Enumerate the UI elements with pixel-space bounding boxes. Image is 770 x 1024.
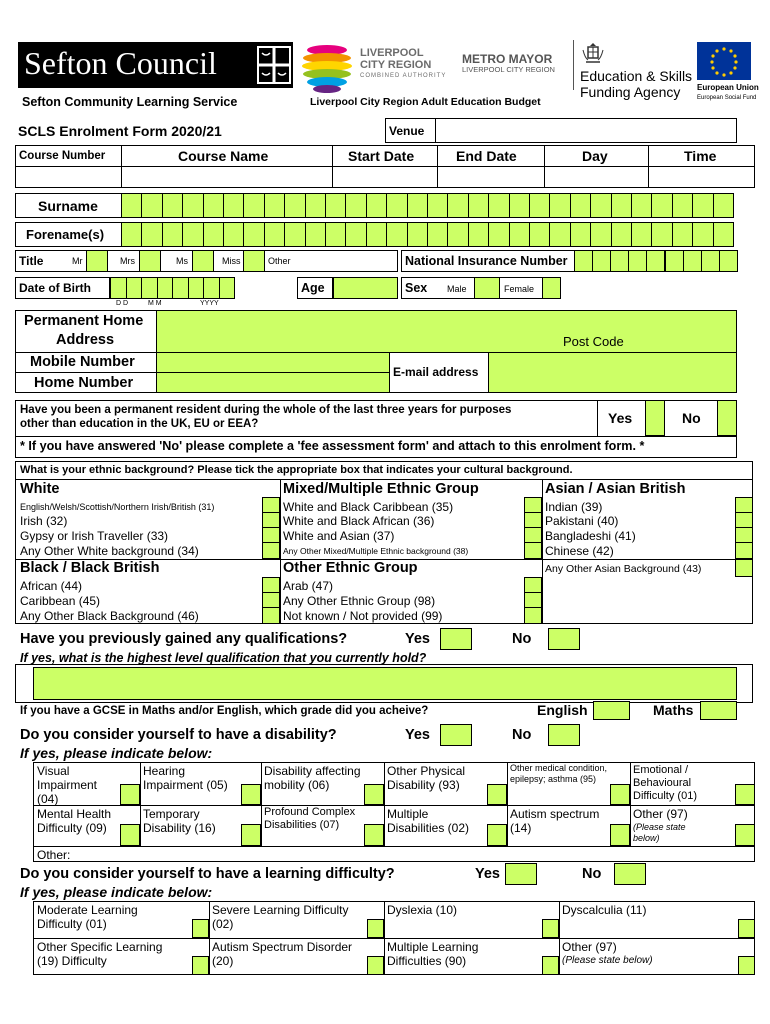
dis-mobility-checkbox[interactable]: [364, 784, 384, 805]
asian-item: Any Other Asian Background (43): [545, 563, 702, 575]
learning-no-checkbox[interactable]: [614, 863, 646, 885]
time-header: Time: [684, 148, 717, 164]
dis-please-state: (Please state below): [633, 822, 686, 843]
mixed-item: White and Black Caribbean (35): [283, 500, 454, 514]
dis-other-checkbox[interactable]: [735, 824, 755, 846]
white-checkbox[interactable]: [262, 497, 280, 513]
asian-checkbox[interactable]: [735, 559, 753, 577]
lcr-name-2: CITY REGION: [360, 59, 432, 71]
title-mr: Mr: [72, 256, 83, 266]
home-field[interactable]: [156, 372, 390, 393]
residency-yes-checkbox[interactable]: [645, 400, 665, 436]
home-label: Home Number: [34, 375, 134, 391]
mixed-checkbox[interactable]: [524, 527, 542, 543]
black-heading: Black / Black British: [20, 560, 160, 576]
dis-multiple-checkbox[interactable]: [487, 824, 507, 846]
forename-char-box[interactable]: [182, 222, 203, 247]
white-heading: White: [20, 481, 60, 497]
asian-item: Chinese (42): [545, 544, 614, 558]
dob-char-box[interactable]: [157, 277, 174, 299]
venue-label: Venue: [389, 124, 425, 138]
residency-question-1: Have you been a permanent resident during the whole of the last three years for purposes: [20, 404, 512, 416]
day-field[interactable]: [545, 167, 648, 187]
dob-char-box[interactable]: [203, 277, 220, 299]
maths-label: Maths: [653, 702, 694, 718]
email-field[interactable]: [488, 352, 737, 393]
start-date-field[interactable]: [333, 167, 437, 187]
ni-char-box[interactable]: [574, 250, 593, 272]
title-other: Other: [268, 256, 291, 266]
forename-char-box[interactable]: [284, 222, 305, 247]
ld-please-state: (Please state below): [562, 955, 653, 966]
forename-char-box[interactable]: [672, 222, 693, 247]
dis-temporary: Temporary Disability (16): [143, 807, 216, 835]
surname-char-box[interactable]: [611, 193, 632, 218]
ld-multiple-checkbox[interactable]: [542, 956, 559, 975]
ni-label: National Insurance Number: [405, 254, 568, 268]
surname-char-box[interactable]: [366, 193, 387, 218]
quals-question: Have you previously gained any qualifications?: [20, 631, 348, 647]
course-number-header: Course Number: [19, 150, 106, 162]
age-field[interactable]: [333, 277, 398, 299]
form-title: SCLS Enrolment Form 2020/21: [18, 123, 222, 139]
lcr-name-1: LIVERPOOL: [360, 47, 424, 59]
quals-followup: If yes, what is the highest level qualification that you currently hold?: [20, 651, 427, 665]
white-checkbox[interactable]: [262, 542, 280, 559]
eu-name: European Union: [697, 83, 759, 92]
asian-item: Indian (39): [545, 500, 603, 514]
dis-emotional-checkbox[interactable]: [735, 784, 755, 805]
dis-medical: Other medical condition, epilepsy; asthma (95): [510, 763, 608, 784]
disability-yes-label: Yes: [405, 727, 430, 743]
forenames-label: Forename(s): [26, 227, 105, 242]
forename-char-box[interactable]: [611, 222, 632, 247]
asian-checkbox[interactable]: [735, 542, 753, 559]
forename-char-box[interactable]: [407, 222, 428, 247]
ni-char-box[interactable]: [719, 250, 738, 272]
sex-female: Female: [504, 284, 535, 294]
ethnicity-question: What is your ethnic background? Please tick the appropriate box that indicates your cultural background.: [20, 464, 573, 476]
white-checkbox[interactable]: [262, 527, 280, 543]
quals-no-checkbox[interactable]: [548, 628, 580, 650]
residency-yes-label: Yes: [608, 410, 633, 426]
address-label-2: Address: [56, 332, 115, 348]
dis-visual-checkbox[interactable]: [120, 784, 140, 805]
forename-char-box[interactable]: [651, 222, 672, 247]
forename-char-box[interactable]: [509, 222, 530, 247]
dis-hearing-checkbox[interactable]: [241, 784, 261, 805]
disability-no-label: No: [512, 727, 532, 743]
disability-yes-checkbox[interactable]: [440, 724, 472, 746]
dob-char-box[interactable]: [141, 277, 158, 299]
surname-char-box[interactable]: [345, 193, 366, 218]
course-number-field[interactable]: [16, 167, 121, 187]
surname-char-box[interactable]: [243, 193, 264, 218]
other-heading: Other Ethnic Group: [283, 560, 418, 576]
start-date-header: Start Date: [348, 148, 415, 164]
surname-char-box[interactable]: [570, 193, 591, 218]
metro-mayor-title: METRO MAYOR: [462, 52, 553, 66]
ld-specific: Other Specific Learning (19) Difficulty: [37, 940, 163, 968]
learning-indicate: If yes, please indicate below:: [20, 884, 213, 900]
surname-char-box[interactable]: [203, 193, 224, 218]
quals-yes-checkbox[interactable]: [440, 628, 472, 650]
learning-no-label: No: [582, 866, 602, 882]
residency-no-label: No: [682, 410, 701, 426]
ld-other-checkbox[interactable]: [738, 956, 755, 975]
sex-female-checkbox[interactable]: [542, 277, 561, 299]
asian-item: Pakistani (40): [545, 514, 619, 528]
day-header: Day: [582, 148, 608, 164]
ld-autism-checkbox[interactable]: [367, 956, 384, 975]
dob-mm: M M: [148, 300, 162, 307]
end-date-field[interactable]: [438, 167, 544, 187]
black-item: Any Other Black Background (46): [20, 609, 199, 623]
asian-item: Bangladeshi (41): [545, 529, 636, 543]
surname-char-box[interactable]: [427, 193, 448, 218]
surname-char-box[interactable]: [713, 193, 734, 218]
forename-char-box[interactable]: [121, 222, 142, 247]
course-name-header: Course Name: [178, 148, 269, 164]
dob-yyyy: YYYY: [200, 300, 219, 307]
mixed-heading: Mixed/Multiple Ethnic Group: [283, 481, 479, 497]
dis-temporary-checkbox[interactable]: [241, 824, 261, 846]
sefton-council-name: Sefton Council: [24, 45, 217, 81]
ni-char-box[interactable]: [646, 250, 665, 272]
eu-flag-icon: [697, 42, 751, 80]
other-item: Arab (47): [283, 579, 334, 593]
dis-physical-checkbox[interactable]: [487, 784, 507, 805]
forename-char-box[interactable]: [223, 222, 244, 247]
surname-char-box[interactable]: [121, 193, 142, 218]
esf-name: European Social Fund: [697, 95, 757, 101]
surname-char-box[interactable]: [590, 193, 611, 218]
surname-char-box[interactable]: [468, 193, 489, 218]
learning-yes-label: Yes: [475, 866, 500, 882]
white-checkbox[interactable]: [262, 512, 280, 528]
dis-profound: Profound Complex Disabilities (07): [264, 806, 356, 831]
dis-mental-checkbox[interactable]: [120, 824, 140, 846]
venue-field[interactable]: [435, 118, 737, 143]
forename-char-box[interactable]: [325, 222, 346, 247]
surname-char-box[interactable]: [549, 193, 570, 218]
asian-checkbox[interactable]: [735, 527, 753, 543]
ld-multiple: Multiple Learning Difficulties (90): [387, 940, 479, 968]
royal-arms-icon: [580, 40, 606, 66]
ni-char-box[interactable]: [628, 250, 647, 272]
residency-question-2: other than education in the UK, EU or EEA?: [20, 418, 259, 430]
forename-char-box[interactable]: [162, 222, 183, 247]
dis-mobility: Disability affecting mobility (06): [264, 764, 361, 792]
lcr-name-3: COMBINED AUTHORITY: [360, 73, 447, 79]
ld-specific-checkbox[interactable]: [192, 956, 209, 975]
white-item: Gypsy or Irish Traveller (33): [20, 529, 169, 543]
dis-hearing: Hearing Impairment (05): [143, 764, 228, 792]
surname-char-box[interactable]: [141, 193, 162, 218]
title-other-field[interactable]: [298, 251, 397, 271]
mobile-label: Mobile Number: [30, 354, 135, 370]
dob-char-box[interactable]: [126, 277, 143, 299]
other-item: Any Other Ethnic Group (98): [283, 594, 436, 608]
ld-severe-checkbox[interactable]: [367, 919, 384, 938]
surname-char-box[interactable]: [692, 193, 713, 218]
asian-checkbox[interactable]: [735, 497, 753, 513]
ld-dyscalculia: Dyscalculia (11): [562, 903, 647, 917]
quals-yes-label: Yes: [405, 631, 430, 647]
forename-char-box[interactable]: [529, 222, 550, 247]
title-miss-checkbox[interactable]: [243, 250, 265, 272]
ld-severe: Severe Learning Difficulty (02): [212, 903, 349, 931]
quals-no-label: No: [512, 631, 532, 647]
surname-char-box[interactable]: [509, 193, 530, 218]
ni-char-box[interactable]: [665, 250, 684, 272]
white-item: Any Other White background (34): [20, 544, 199, 558]
surname-char-box[interactable]: [672, 193, 693, 218]
asian-heading: Asian / Asian British: [545, 481, 686, 497]
dob-dd: D D: [116, 300, 129, 307]
black-item: African (44): [20, 579, 83, 593]
surname-char-box[interactable]: [488, 193, 509, 218]
forename-char-box[interactable]: [570, 222, 591, 247]
ni-char-box[interactable]: [683, 250, 702, 272]
time-field[interactable]: [649, 167, 754, 187]
dis-autism-checkbox[interactable]: [610, 824, 630, 846]
forename-char-box[interactable]: [488, 222, 509, 247]
dob-char-box[interactable]: [188, 277, 205, 299]
white-item: English/Welsh/Scottish/Northern Irish/British (31): [20, 502, 215, 512]
forename-char-box[interactable]: [631, 222, 652, 247]
residency-no-checkbox[interactable]: [717, 400, 737, 436]
dis-other-label: Other:: [37, 848, 71, 862]
other-checkbox[interactable]: [524, 592, 542, 608]
forename-char-box[interactable]: [468, 222, 489, 247]
service-name: Sefton Community Learning Service: [22, 95, 238, 109]
forename-char-box[interactable]: [549, 222, 570, 247]
black-checkbox[interactable]: [262, 592, 280, 608]
mixed-checkbox[interactable]: [524, 512, 542, 528]
title-mrs-checkbox[interactable]: [139, 250, 161, 272]
ld-moderate: Moderate Learning Difficulty (01): [37, 903, 138, 931]
mixed-item: Any Other Mixed/Multiple Ethnic background (38): [283, 546, 469, 556]
black-checkbox[interactable]: [262, 607, 280, 624]
surname-char-box[interactable]: [284, 193, 305, 218]
dob-label: Date of Birth: [19, 281, 91, 295]
sex-label: Sex: [405, 281, 428, 295]
surname-char-box[interactable]: [223, 193, 244, 218]
dis-other-field[interactable]: [80, 847, 754, 861]
disability-no-checkbox[interactable]: [548, 724, 580, 746]
gcse-question: If you have a GCSE in Maths and/or English, which grade did you acheive?: [20, 705, 429, 717]
ni-char-box[interactable]: [610, 250, 629, 272]
sex-male: Male: [447, 284, 467, 294]
dis-emotional: Emotional / Behavioural Difficulty (01): [633, 764, 697, 802]
forename-char-box[interactable]: [590, 222, 611, 247]
forename-char-box[interactable]: [243, 222, 264, 247]
dob-char-box[interactable]: [219, 277, 236, 299]
mixed-checkbox[interactable]: [524, 497, 542, 513]
surname-char-box[interactable]: [386, 193, 407, 218]
surname-char-box[interactable]: [325, 193, 346, 218]
esfa-name-1: Education & Skills: [580, 68, 693, 84]
forename-char-box[interactable]: [713, 222, 734, 247]
postcode-label: Post Code: [563, 334, 624, 349]
other-checkbox[interactable]: [524, 607, 542, 624]
ld-dyslexia: Dyslexia (10): [387, 903, 458, 917]
mixed-checkbox[interactable]: [524, 542, 542, 559]
forename-char-box[interactable]: [447, 222, 468, 247]
dis-medical-checkbox[interactable]: [610, 784, 630, 805]
disability-indicate: If yes, please indicate below:: [20, 745, 213, 761]
ld-dyscalculia-checkbox[interactable]: [738, 919, 755, 938]
learning-yes-checkbox[interactable]: [505, 863, 537, 885]
forename-char-box[interactable]: [264, 222, 285, 247]
address-field[interactable]: [156, 310, 737, 353]
title-mrs: Mrs: [120, 256, 135, 266]
mixed-item: White and Black African (36): [283, 514, 435, 528]
surname-char-box[interactable]: [631, 193, 652, 218]
dob-char-box[interactable]: [110, 277, 127, 299]
ld-autism: Autism Spectrum Disorder (20): [212, 940, 353, 968]
dis-autism: Autism spectrum (14): [510, 807, 600, 835]
mixed-item: White and Asian (37): [283, 529, 395, 543]
metro-mayor-sub: LIVERPOOL CITY REGION: [462, 65, 555, 74]
mobile-field[interactable]: [156, 352, 390, 373]
forename-char-box[interactable]: [386, 222, 407, 247]
surname-char-box[interactable]: [305, 193, 326, 218]
forename-char-box[interactable]: [345, 222, 366, 247]
white-item: Irish (32): [20, 514, 68, 528]
forename-char-box[interactable]: [141, 222, 162, 247]
dis-physical: Other Physical Disability (93): [387, 764, 466, 792]
title-ms: Ms: [176, 256, 188, 266]
sefton-crest-icon: [256, 45, 292, 85]
end-date-header: End Date: [456, 148, 517, 164]
surname-char-box[interactable]: [182, 193, 203, 218]
esfa-name-2: Funding Agency: [580, 84, 681, 100]
ld-dyslexia-checkbox[interactable]: [542, 919, 559, 938]
disability-question: Do you consider yourself to have a disability?: [20, 727, 337, 743]
forename-char-box[interactable]: [203, 222, 224, 247]
surname-label: Surname: [38, 198, 98, 214]
title-mr-checkbox[interactable]: [86, 250, 108, 272]
forename-char-box[interactable]: [427, 222, 448, 247]
title-miss: Miss: [222, 256, 241, 266]
highest-qualification-field[interactable]: [33, 667, 737, 700]
ni-char-box[interactable]: [701, 250, 720, 272]
residency-note: * If you have answered 'No' please complete a 'fee assessment form' and attach to this enrolment form. *: [20, 439, 645, 453]
forename-char-box[interactable]: [692, 222, 713, 247]
learning-question: Do you consider yourself to have a learning difficulty?: [20, 866, 395, 882]
sex-male-checkbox[interactable]: [474, 277, 500, 299]
title-ms-checkbox[interactable]: [192, 250, 214, 272]
address-label-1: Permanent Home: [24, 313, 144, 329]
dis-other: Other (97): [633, 807, 688, 821]
ld-moderate-checkbox[interactable]: [192, 919, 209, 938]
english-label: English: [537, 702, 588, 718]
course-name-field[interactable]: [122, 167, 332, 187]
age-label: Age: [301, 281, 325, 295]
surname-char-box[interactable]: [529, 193, 550, 218]
dis-profound-checkbox[interactable]: [364, 824, 384, 846]
maths-grade-field[interactable]: [700, 701, 737, 720]
black-item: Caribbean (45): [20, 594, 101, 608]
budget-name: Liverpool City Region Adult Education Budget: [310, 96, 541, 108]
surname-char-box[interactable]: [447, 193, 468, 218]
ld-other: Other (97): [562, 940, 617, 954]
other-item: Not known / Not provided (99): [283, 609, 443, 623]
forename-char-box[interactable]: [305, 222, 326, 247]
surname-char-box[interactable]: [651, 193, 672, 218]
dis-visual: Visual Impairment (04): [37, 764, 98, 806]
english-grade-field[interactable]: [593, 701, 630, 720]
email-label: E-mail address: [393, 365, 479, 379]
ni-char-box[interactable]: [592, 250, 611, 272]
surname-char-box[interactable]: [407, 193, 428, 218]
title-label: Title: [19, 254, 44, 268]
asian-checkbox[interactable]: [735, 512, 753, 528]
dob-char-box[interactable]: [172, 277, 189, 299]
surname-char-box[interactable]: [162, 193, 183, 218]
lcr-logo-icon: [300, 42, 355, 94]
forename-char-box[interactable]: [366, 222, 387, 247]
dis-mental: Mental Health Difficulty (09): [37, 807, 112, 835]
surname-char-box[interactable]: [264, 193, 285, 218]
black-checkbox[interactable]: [262, 577, 280, 593]
dis-multiple: Multiple Disabilities (02): [387, 807, 470, 835]
other-checkbox[interactable]: [524, 577, 542, 593]
